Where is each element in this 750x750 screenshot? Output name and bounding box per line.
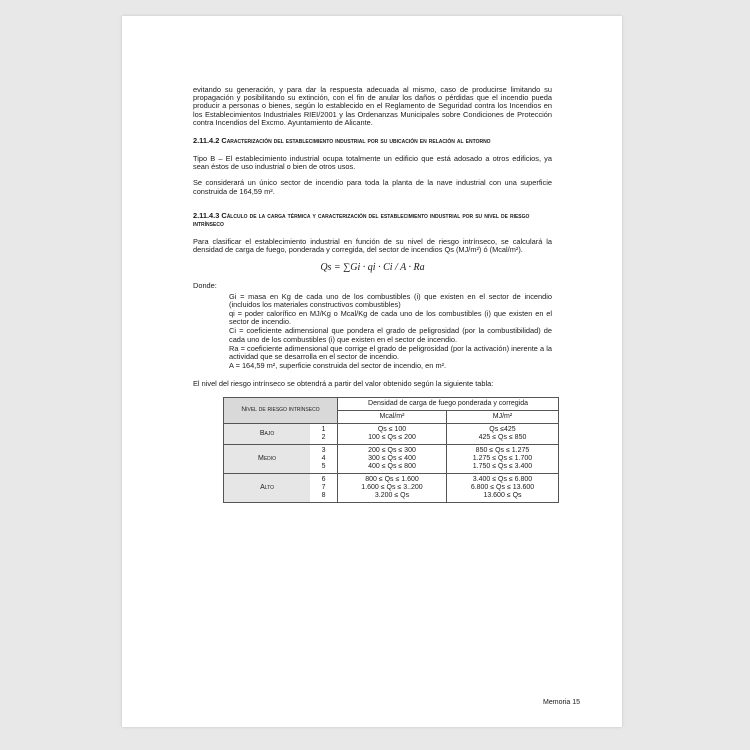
level-cell: Medio	[224, 444, 311, 473]
level-numbers: 6 7 8	[310, 473, 337, 502]
header-unit-mj: MJ/m²	[446, 410, 558, 423]
header-unit-mcal: Mcal/m²	[338, 410, 447, 423]
definition-item: Ra = coeficiente adimensional que corrige el grado de peligrosidad (por la activación) inerente a la actividad que se desarrolla en el sector de incendio.	[229, 343, 552, 362]
definition-item: Ci = coeficiente adimensional que pondera el grado de peligrosidad (por la combustibilidad) de cada uno de los combustibles (i) que existen en el sector de incendio.	[229, 326, 552, 344]
definition-item: A = 164,59 m², superficie construida del sector de incendio, en m².	[229, 361, 447, 371]
table-row	[224, 444, 559, 473]
section-heading-ubicacion: 2.11.4.2 Caracterización del establecimiento industrial por su ubicación en relación al entorno	[193, 136, 491, 146]
table-row	[224, 423, 559, 444]
sector-paragraph: Se considerará un único sector de incendio para toda la planta de la nave industrial con una superficie construida de 164,59 m².	[193, 178, 552, 196]
mcal-cell: Qs ≤ 100 100 ≤ Qs ≤ 200	[338, 423, 447, 444]
level-numbers: 1 2	[310, 423, 337, 444]
page-content	[193, 86, 552, 503]
intro-paragraph: evitando su generación, y para dar la respuesta adecuada al mismo, caso de producirse limitando su propagación y posibilitando su extinción, con el fin de anular los daños o pérdidas que el incendio pueda producir a personas o bienes, según lo establecido en el Reglamento de Seguridad contra los Incendios en los Establecimientos Industriales RIEI/2001 y las Ordenanzas Municipales sobre Condiciones de Protección contra Incendios del Excmo. Ayuntamiento de Alicante.	[193, 85, 552, 127]
document-page	[122, 16, 622, 727]
clasificar-paragraph: Para clasificar el establecimiento industrial en función de su nivel de riesgo intrínseco, se calculará la densidad de carga de fuego, ponderada y corregida, del sector de incendios Qs (MJ/m²) ó (Mcal/m²).	[193, 236, 552, 255]
risk-level-table	[223, 397, 559, 503]
mcal-cell: 200 ≤ Qs ≤ 300 300 ≤ Qs ≤ 400 400 ≤ Qs ≤ 800	[338, 444, 447, 473]
level-numbers: 3 4 5	[310, 444, 337, 473]
donde-label: Donde:	[193, 281, 217, 291]
section-heading-carga-termica: 2.11.4.3 Cálculo de la carga térmica y caracterización del establecimiento industrial por su nivel de riesgo intrínseco	[193, 210, 530, 228]
table-intro: El nivel del riesgo intrínseco se obtendrá a partir del valor obtenido según la siguiente tabla:	[193, 379, 494, 389]
formula: Qs = ∑Gi · qi · Ci / A · Ra	[320, 262, 425, 274]
level-cell: Alto	[224, 473, 311, 502]
definition-item: Gi = masa en Kg de cada uno de los combustibles (i) que existen en el sector de incendio (incluidos los materiales constructivos combustibles)	[229, 291, 552, 309]
tipo-b-paragraph: Tipo B – El establecimiento industrial ocupa totalmente un edificio que está adosado a otros edificios, ya sean éstos de uso industrial o bien de otros usos.	[193, 154, 552, 172]
definitions-list	[229, 293, 552, 371]
mj-cell: Qs ≤425 425 ≤ Qs ≤ 850	[446, 423, 558, 444]
header-density: Densidad de carga de fuego ponderada y corregida	[338, 397, 559, 410]
mj-cell: 850 ≤ Qs ≤ 1.275 1.275 ≤ Qs ≤ 1.700 1.750 ≤ Qs ≤ 3.400	[446, 444, 558, 473]
level-cell: Bajo	[224, 423, 311, 444]
definition-item: qi = poder calorífico en MJ/Kg o Mcal/Kg de cada uno de los combustibles (i) que existen en el sector de incendio.	[229, 309, 552, 327]
mj-cell: 3.400 ≤ Qs ≤ 6.800 6.800 ≤ Qs ≤ 13.600 13.600 ≤ Qs	[446, 473, 558, 502]
table-row	[224, 473, 559, 502]
mcal-cell: 800 ≤ Qs ≤ 1.600 1.600 ≤ Qs ≤ 3..200 3.200 ≤ Qs	[338, 473, 447, 502]
header-level: Nivel de riesgo intrínseco	[224, 397, 338, 423]
page-footer: Memoria 15	[543, 699, 580, 706]
